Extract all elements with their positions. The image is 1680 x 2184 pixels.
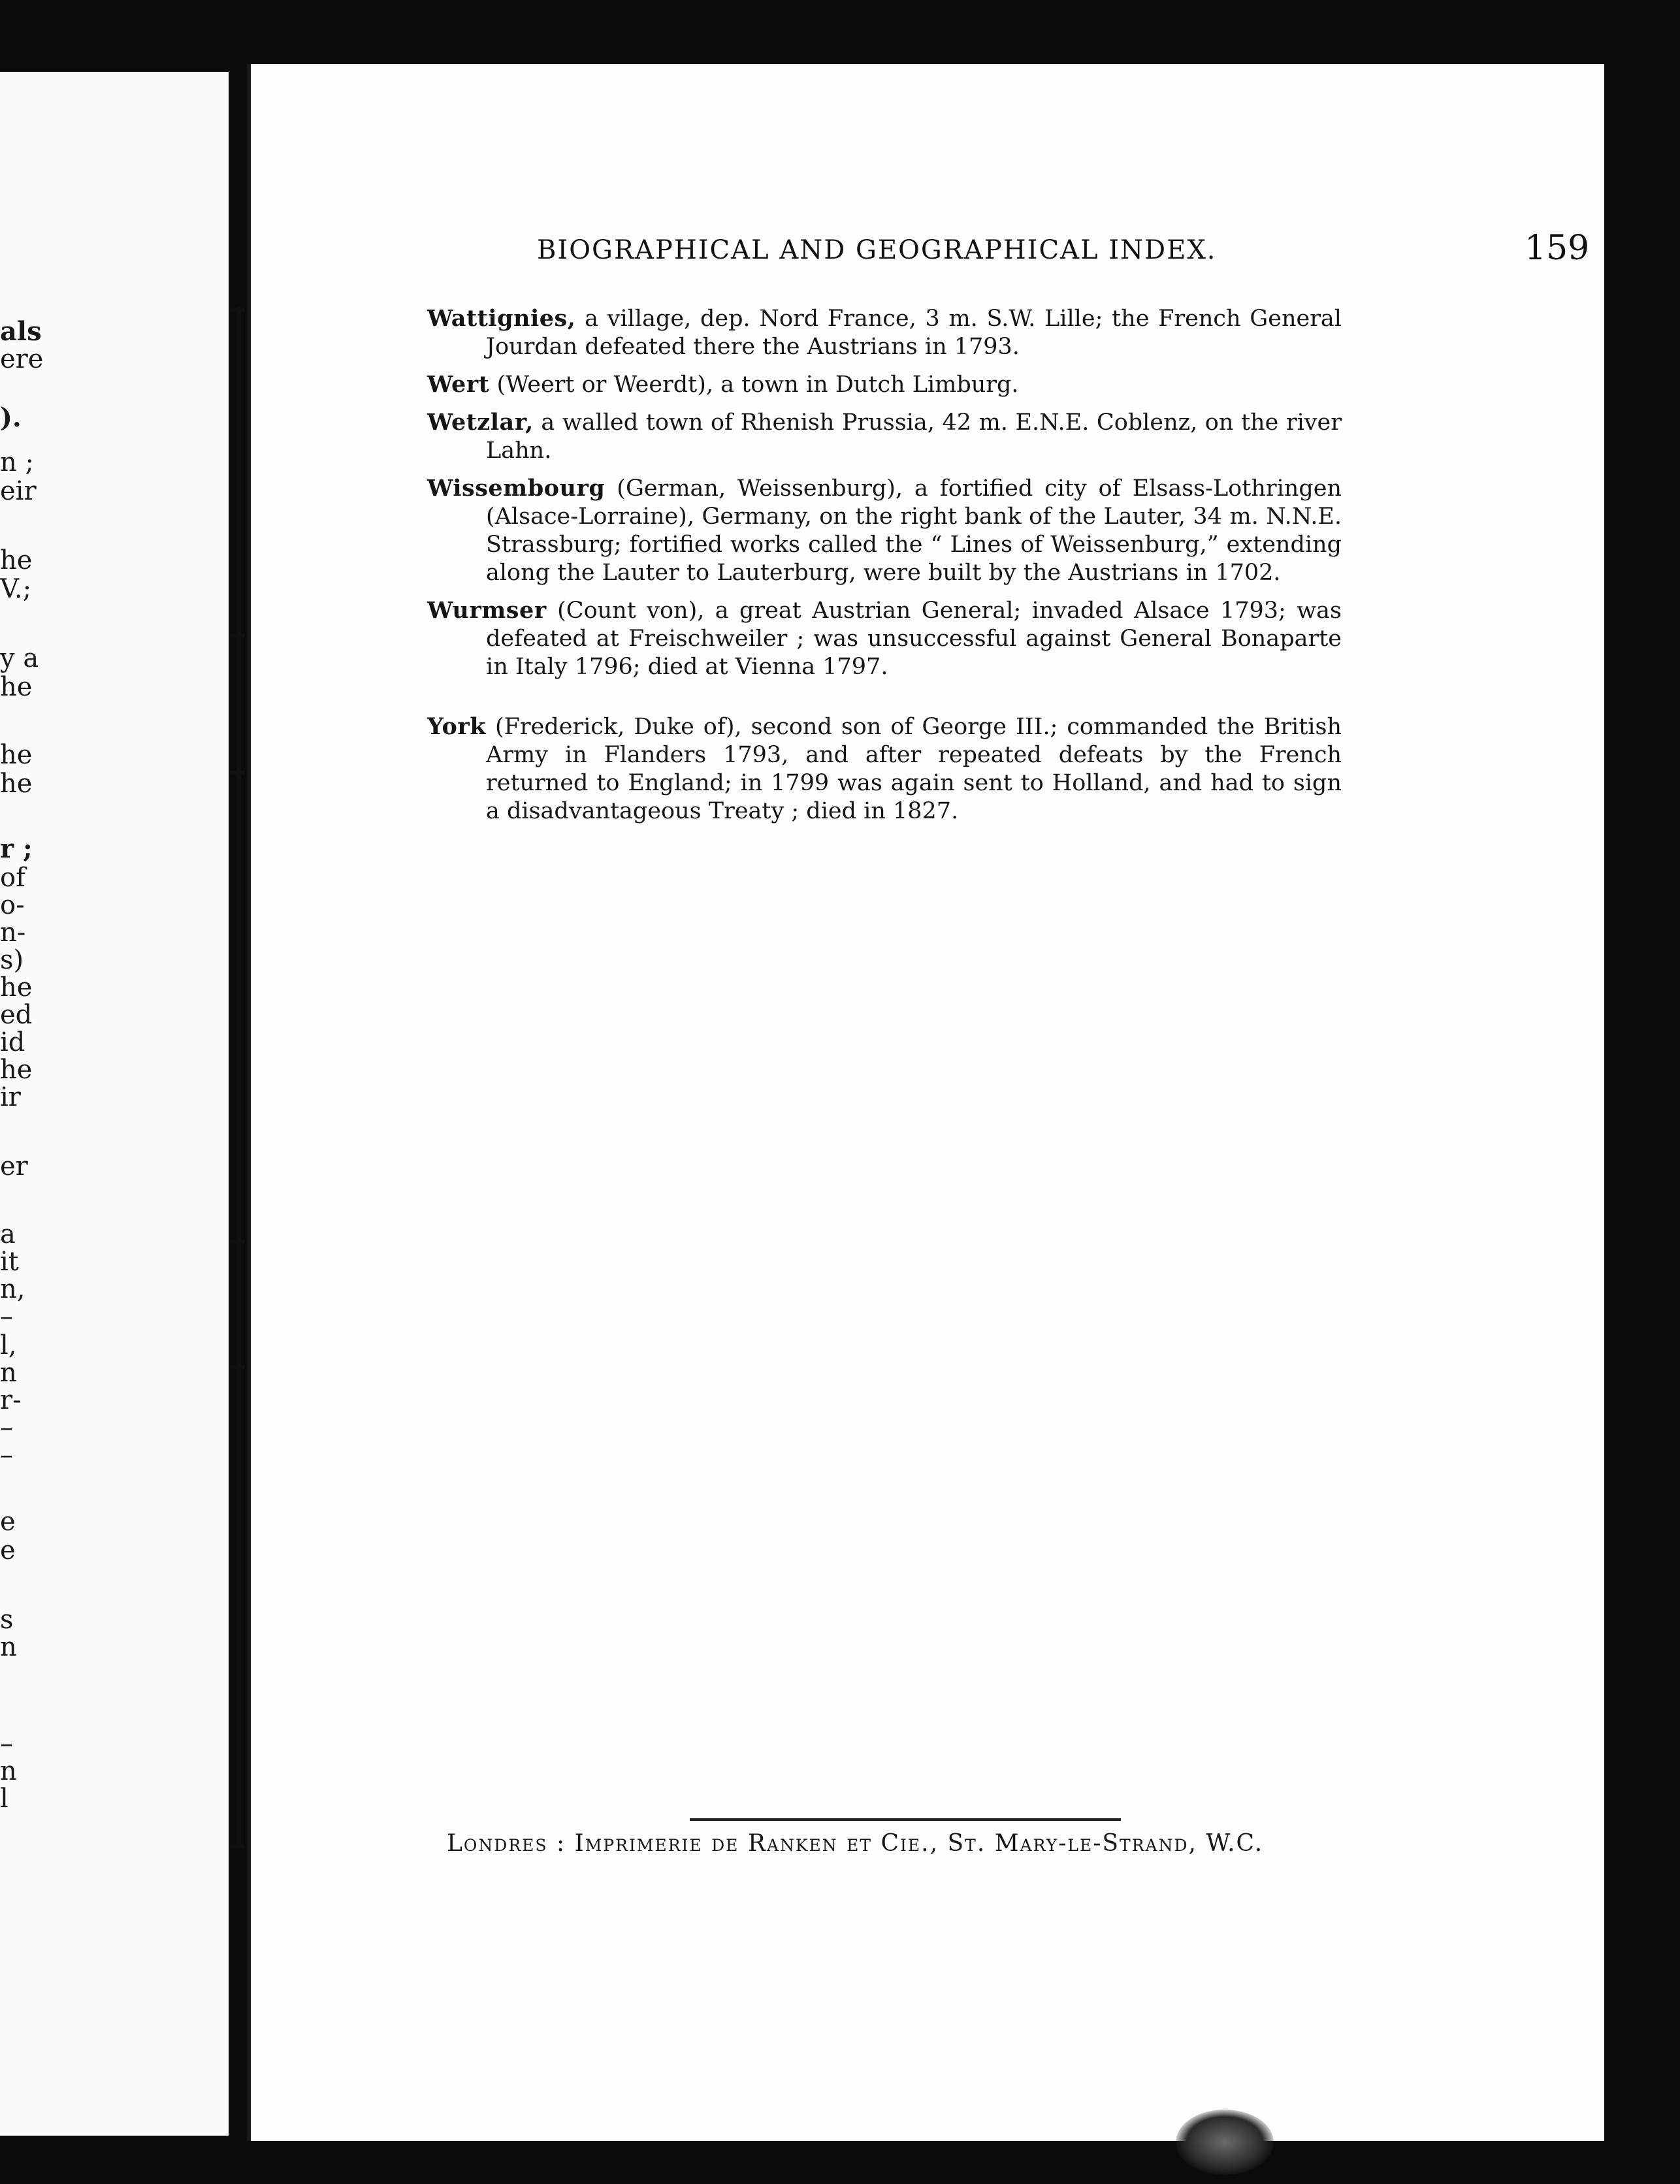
left-fragment-line: n, bbox=[0, 1274, 25, 1304]
entry-headword: Wattignies, bbox=[427, 305, 576, 332]
left-fragment-line: e bbox=[0, 1535, 16, 1566]
left-fragment-line: er bbox=[0, 1151, 28, 1181]
index-entry bbox=[427, 370, 1342, 399]
running-head-title: BIOGRAPHICAL AND GEOGRAPHICAL INDEX. bbox=[537, 235, 1217, 265]
binding-stitch bbox=[230, 308, 244, 312]
left-fragment-line: n bbox=[0, 1756, 17, 1786]
left-fragment-line: n bbox=[0, 1632, 17, 1662]
index-entry bbox=[427, 408, 1342, 465]
entry-text: (German, Weissenburg), a fortified city of Elsass-Lothringen (Alsace-Lorraine), Germany, on the right bank of the Lauter, 34 m. N.N.E. Strassburg; fortified works called the “ Lines of Weissenburg,” extending along the Lauter to Lauterburg, were built by the Austrians in 1702. bbox=[486, 475, 1342, 586]
index-entry bbox=[427, 596, 1342, 681]
binding-stitch bbox=[230, 634, 244, 637]
left-fragment-line: ere bbox=[0, 344, 44, 374]
left-fragment-line: he bbox=[0, 769, 33, 799]
index-entries bbox=[427, 304, 1342, 835]
left-fragment-line: id bbox=[0, 1027, 25, 1057]
ink-blot bbox=[1176, 2110, 1274, 2175]
left-fragment-line: – bbox=[0, 1440, 13, 1470]
left-fragment-line: – bbox=[0, 1302, 13, 1332]
left-fragment-line: n ; bbox=[0, 447, 34, 477]
left-fragment-line: r ; bbox=[0, 833, 33, 864]
entry-headword: Wetzlar, bbox=[427, 409, 534, 436]
entry-text: a village, dep. Nord France, 3 m. S.W. Lille; the French General Jourdan defeated there the Austrians in 1793. bbox=[486, 306, 1342, 360]
index-entry bbox=[427, 304, 1342, 361]
left-fragment-line: he bbox=[0, 672, 33, 702]
entry-text: (Weert or Weerdt), a town in Dutch Limburg. bbox=[489, 372, 1019, 398]
entry-headword: York bbox=[427, 713, 486, 740]
left-fragment-line: it bbox=[0, 1247, 19, 1277]
left-fragment-line: ed bbox=[0, 1000, 33, 1030]
left-fragment-line: he bbox=[0, 1055, 33, 1085]
left-fragment-line: l, bbox=[0, 1330, 17, 1360]
left-fragment-line: he bbox=[0, 545, 33, 575]
left-fragment-line: eir bbox=[0, 476, 37, 506]
index-entry bbox=[427, 474, 1342, 587]
binding-stitch bbox=[230, 1365, 244, 1369]
left-fragment-line: n- bbox=[0, 918, 26, 948]
printer-imprint: Londres : Imprimerie de Ranken et Cie., St. Mary-le-Strand, W.C. bbox=[447, 1830, 1264, 1857]
left-fragment-line: s bbox=[0, 1605, 14, 1635]
left-fragment-line: V.; bbox=[0, 574, 32, 604]
left-fragment-line: – bbox=[0, 1729, 13, 1759]
left-fragment-line: ). bbox=[0, 402, 22, 433]
index-entry bbox=[427, 713, 1342, 826]
entry-text: (Count von), a great Austrian General; invaded Alsace 1793; was defeated at Freischweiler ; was unsuccessful against General Bonaparte in Italy 1796; died at Vienna 1797. bbox=[486, 598, 1342, 680]
left-fragment-line: l bbox=[0, 1784, 8, 1814]
left-fragment-line: e bbox=[0, 1507, 16, 1537]
left-fragment-line: y a bbox=[0, 643, 39, 673]
left-fragment-line: s) bbox=[0, 945, 24, 975]
left-fragment-line: – bbox=[0, 1413, 13, 1443]
entry-headword: Wert bbox=[427, 371, 490, 398]
binding-thread bbox=[236, 307, 241, 1848]
left-fragment-line: ir bbox=[0, 1082, 21, 1112]
index-page bbox=[247, 64, 1604, 2141]
left-fragment-line: o- bbox=[0, 890, 25, 920]
entry-headword: Wissembourg bbox=[427, 475, 606, 502]
left-fragment-line: r- bbox=[0, 1385, 22, 1415]
footer-rule bbox=[690, 1818, 1121, 1821]
binding-stitch bbox=[230, 1240, 244, 1244]
left-fragment-line: als bbox=[0, 316, 42, 347]
left-fragment-line: he bbox=[0, 972, 33, 1003]
page-number: 159 bbox=[1525, 229, 1590, 268]
entry-text: a walled town of Rhenish Prussia, 42 m. E.N.E. Coblenz, on the river Lahn. bbox=[486, 410, 1342, 464]
left-facing-page bbox=[0, 72, 229, 2136]
binding-stitch bbox=[230, 771, 244, 775]
left-fragment-line: a bbox=[0, 1219, 16, 1249]
entry-headword: Wurmser bbox=[427, 597, 547, 624]
binding-stitch bbox=[230, 1844, 244, 1848]
left-fragment-line: he bbox=[0, 740, 33, 770]
left-fragment-line: n bbox=[0, 1358, 17, 1388]
entry-text: (Frederick, Duke of), second son of George III.; commanded the British Army in Flanders 1793, and after repeated defeats by the French returned to England; in 1799 was again sent to Holland, and had to sign a disadvantageous Treaty ; died in 1827. bbox=[485, 714, 1342, 824]
left-fragment-line: of bbox=[0, 863, 25, 893]
